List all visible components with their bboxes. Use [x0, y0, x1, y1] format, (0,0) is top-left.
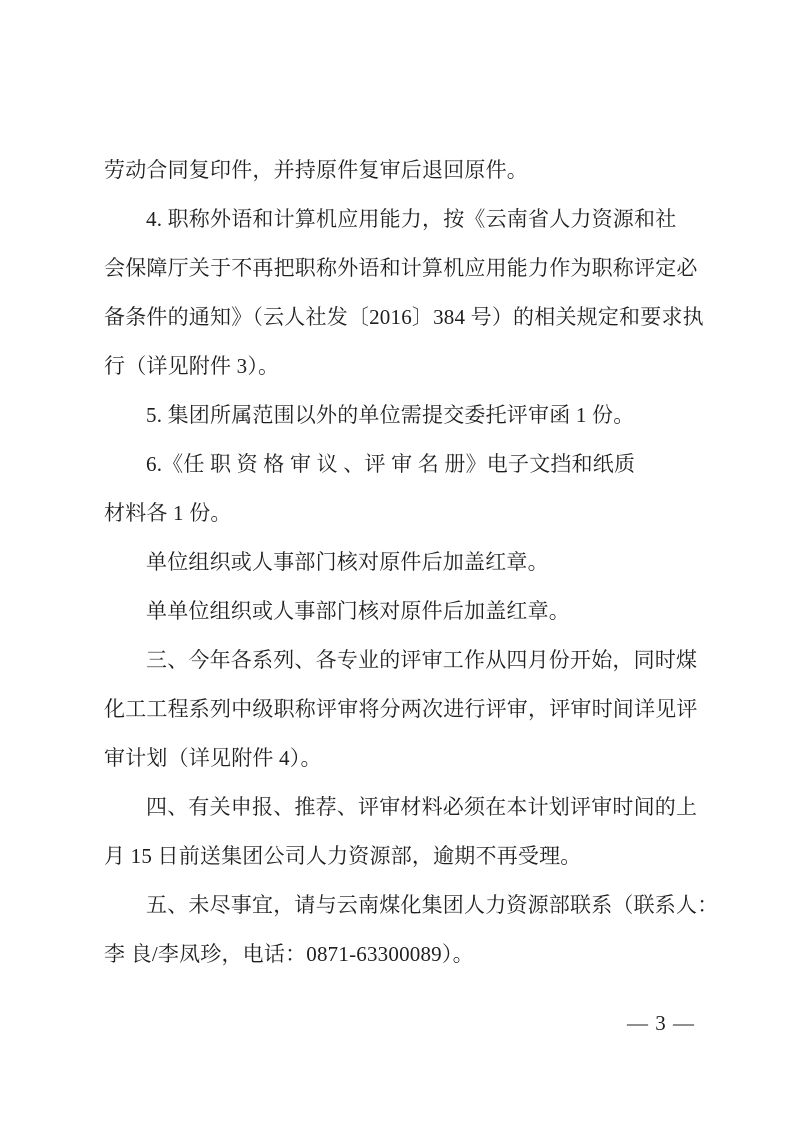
- text-line: 三、今年各系列、各专业的评审工作从四月份开始，同时煤: [146, 648, 698, 672]
- text-line: 月 15 日前送集团公司人力资源部，逾期不再受理。: [104, 844, 582, 868]
- document-body: [104, 146, 719, 979]
- text-line: 化工工程系列中级职称评审将分两次进行评审，评审时间详见评: [104, 697, 698, 721]
- text-line: 五、未尽事宜，请与云南煤化集团人力资源部联系（联系人：: [146, 893, 719, 917]
- text-line: 四、有关申报、推荐、评审材料必须在本计划评审时间的上: [146, 795, 698, 819]
- page-number: — 3 —: [627, 1011, 695, 1035]
- text-line: 4. 职称外语和计算机应用能力，按《云南省人力资源和社: [146, 207, 677, 231]
- text-line: 劳动合同复印件，并持原件复审后退回原件。: [104, 158, 528, 182]
- text-line: 单位组织或人事部门核对原件后加盖红章。: [146, 550, 549, 574]
- text-line: 5. 集团所属范围以外的单位需提交委托评审函 1 份。: [146, 403, 635, 427]
- text-line: 材料各 1 份。: [104, 501, 232, 525]
- text-line: 备条件的通知》（云人社发〔2016〕384 号）的相关规定和要求执: [104, 305, 704, 329]
- text-line: 6.《任 职 资 格 审 议 、评 审 名 册》电子文挡和纸质: [146, 452, 636, 476]
- text-line: 行（详见附件 3）。: [104, 354, 280, 378]
- text-line: 李 良/李凤珍，电话：0871-63300089）。: [104, 942, 474, 966]
- text-line: 审计划（详见附件 4）。: [104, 746, 322, 770]
- text-line: 单单位组织或人事部门核对原件后加盖红章。: [146, 599, 570, 623]
- text-line: 会保障厅关于不再把职称外语和计算机应用能力作为职称评定必: [104, 256, 698, 280]
